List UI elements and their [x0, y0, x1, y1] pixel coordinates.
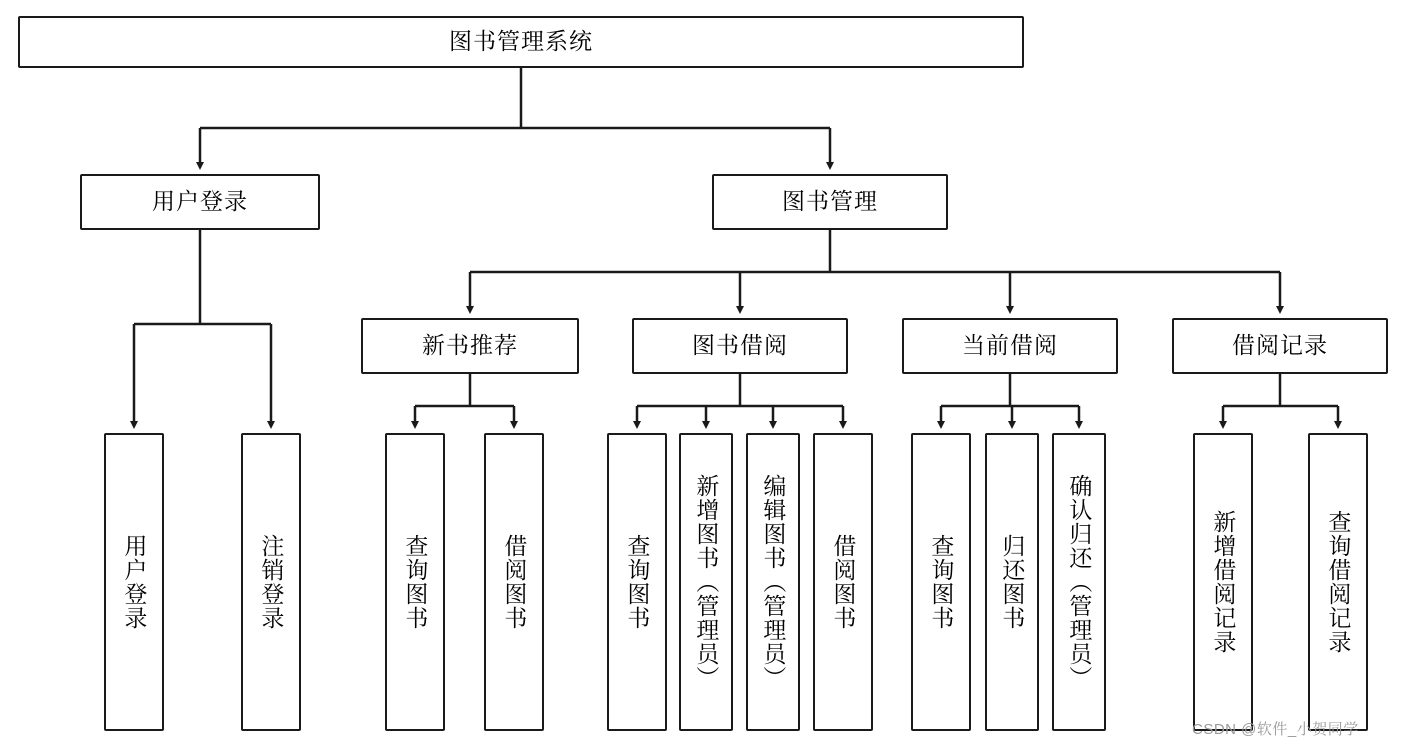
node-query-book-borrow[interactable]	[607, 433, 667, 731]
node-add-book-admin[interactable]	[679, 433, 733, 731]
node-label: 查询图书	[624, 534, 651, 630]
node-label: 用户登录	[152, 188, 248, 215]
node-label: 新增借阅记录	[1210, 510, 1237, 654]
node-label: 借阅记录	[1232, 332, 1328, 359]
node-label: 查询图书	[402, 534, 429, 630]
node-book-management[interactable]	[712, 174, 948, 230]
node-label: 用户登录	[121, 534, 148, 630]
node-book-borrow[interactable]	[632, 318, 848, 374]
node-borrow-book-action[interactable]	[813, 433, 873, 731]
node-confirm-return-admin[interactable]	[1052, 433, 1106, 731]
node-label: 借阅图书	[501, 534, 528, 630]
node-label: 注销登录	[258, 534, 285, 630]
node-user-login[interactable]	[80, 174, 320, 230]
node-label: 确认归还（管理员）	[1066, 474, 1093, 690]
node-return-book[interactable]	[985, 433, 1039, 731]
node-add-borrow-record[interactable]	[1193, 433, 1253, 731]
node-current-borrow[interactable]	[902, 318, 1118, 374]
node-query-book-current[interactable]	[911, 433, 971, 731]
node-label: 查询借阅记录	[1325, 510, 1352, 654]
node-label: 借阅图书	[830, 534, 857, 630]
node-label: 编辑图书（管理员）	[760, 474, 787, 690]
node-logout-action[interactable]	[241, 433, 301, 731]
node-borrow-records[interactable]	[1172, 318, 1388, 374]
node-label: 新增图书（管理员）	[693, 474, 720, 690]
node-query-borrow-record[interactable]	[1308, 433, 1368, 731]
node-root[interactable]	[18, 16, 1024, 68]
node-label: 图书管理	[782, 188, 878, 215]
node-label: 图书管理系统	[449, 28, 593, 55]
watermark-text: CSDN @软件_小贺同学	[1192, 721, 1359, 738]
node-edit-book-admin[interactable]	[746, 433, 800, 731]
node-label: 当前借阅	[962, 332, 1058, 359]
node-label: 归还图书	[999, 534, 1026, 630]
node-login-action[interactable]	[104, 433, 164, 731]
node-borrow-book-recommend[interactable]	[484, 433, 544, 731]
node-label: 查询图书	[928, 534, 955, 630]
node-label: 图书借阅	[692, 332, 788, 359]
node-label: 新书推荐	[422, 332, 518, 359]
node-query-book-recommend[interactable]	[385, 433, 445, 731]
node-new-book-recommend[interactable]	[361, 318, 579, 374]
